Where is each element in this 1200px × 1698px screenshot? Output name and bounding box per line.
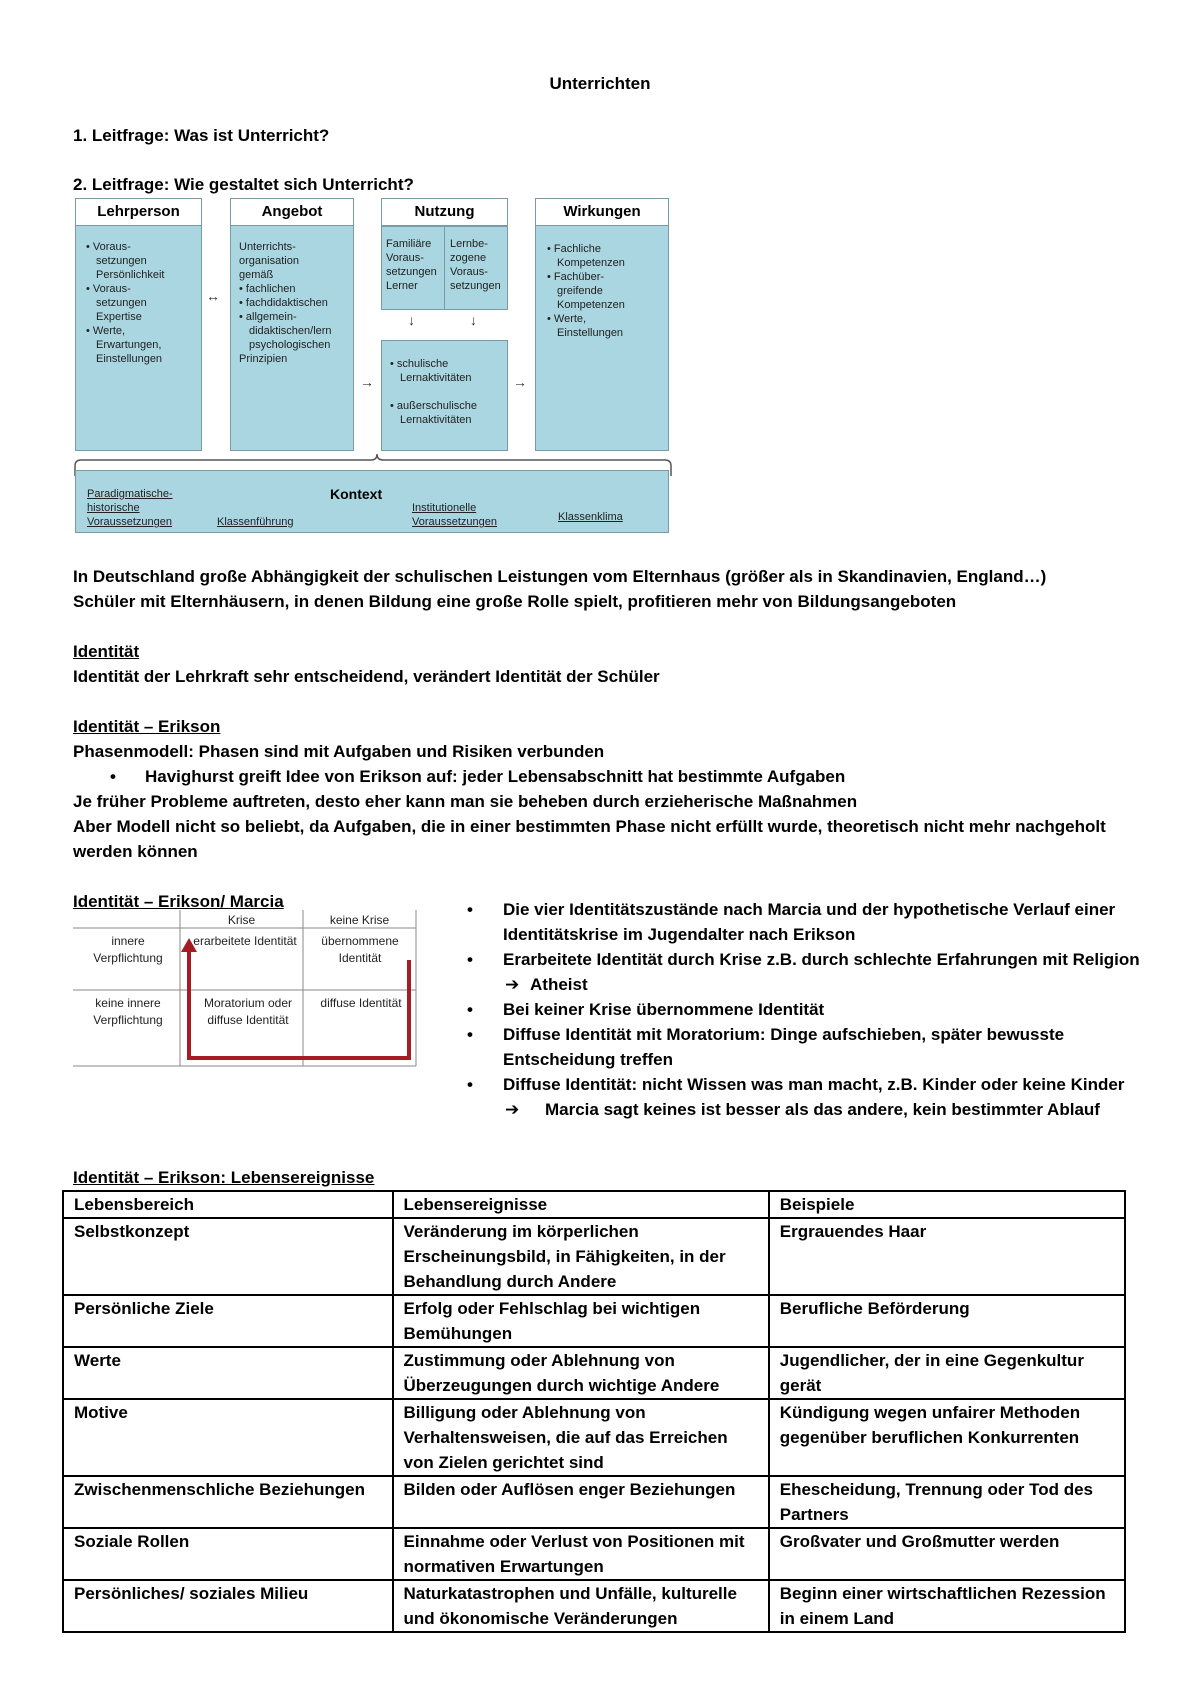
kontext-head: Kontext <box>330 486 383 502</box>
angebot-head: Angebot <box>230 198 354 226</box>
kontext-item-institutionell: Institutionelle Voraussetzungen <box>412 502 498 528</box>
cell-bereich: Werte <box>63 1347 393 1399</box>
marcia-bullet-5a: Diffuse Identität: nicht Wissen was man macht, z.B. Kinder oder keine Kinder <box>503 1075 1125 1094</box>
cell-ereignis: Erfolg oder Fehlschlag bei wichtigen Bemühungen <box>393 1295 769 1347</box>
cell-beispiel: Ergrauendes Haar <box>769 1218 1125 1295</box>
marcia-row-keine-innere: keine innere Verpflichtung <box>93 996 163 1027</box>
right-arrow-icon: ➔ <box>505 1100 520 1119</box>
marcia-bullet-1b: Identitätskrise im Jugendalter nach Erikson <box>503 925 856 944</box>
bullet-dot: • <box>110 767 116 786</box>
marcia-cell-moratorium: Moratorium oder diffuse Identität <box>203 996 293 1027</box>
cell-ereignis: Billigung oder Ablehnung von Verhaltensweisen, die auf das Erreichen von Zielen gerichtet sind <box>393 1399 769 1476</box>
lehrperson-head: Lehrperson <box>75 198 202 226</box>
erikson-line-3a: Aber Modell nicht so beliebt, da Aufgaben, die in einer bestimmten Phase nicht erfüllt wurde, theoretisch nicht mehr nachgeholt <box>73 817 1106 836</box>
cell-beispiel: Beginn einer wirtschaftlichen Rezession in einem Land <box>769 1580 1125 1632</box>
erikson-line-1: Phasenmodell: Phasen sind mit Aufgaben und Risiken verbunden <box>73 742 605 761</box>
wirkungen-text: • Fachliche Kompetenzen • Fachüber- greifende Kompetenzen • Werte, Einstellungen <box>547 243 625 339</box>
marcia-col-keine-krise: keine Krise <box>329 913 390 927</box>
heading-erikson: Identität – Erikson <box>73 717 221 736</box>
angebot-text: Unterrichts- organisation gemäß • fachlichen • fachdidaktischen • allgemein- didaktischen/lern psychologischen Prinzipien <box>239 241 332 365</box>
cell-bereich: Soziale Rollen <box>63 1528 393 1580</box>
table-row <box>63 1295 1125 1347</box>
paragraph-elternhaus: In Deutschland große Abhängigkeit der schulischen Leistungen vom Elternhaus (größer als in Skandinavien, England…) <box>73 567 1047 586</box>
question-1: 1. Leitfrage: Was ist Unterricht? <box>73 126 330 145</box>
right-arrow-icon: → <box>360 374 374 390</box>
table-header-row <box>63 1191 1125 1218</box>
heading-identitaet: Identität <box>73 642 140 661</box>
question-2: 2. Leitfrage: Wie gestaltet sich Unterricht? <box>73 175 414 194</box>
marcia-bullet-1a: Die vier Identitätszustände nach Marcia und der hypothetische Verlauf einer <box>503 900 1116 919</box>
marcia-bullet-4a: Diffuse Identität mit Moratorium: Dinge aufschieben, später bewusste <box>503 1025 1065 1044</box>
paragraph-bildung: Schüler mit Elternhäusern, in denen Bildung eine große Rolle spielt, profitieren mehr von Bildungsangeboten <box>73 592 957 611</box>
bullet-dot: • <box>467 1025 473 1044</box>
cell-ereignis: Einnahme oder Verlust von Positionen mit normativen Erwartungen <box>393 1528 769 1580</box>
cell-beispiel: Kündigung wegen unfairer Methoden gegenüber beruflichen Konkurrenten <box>769 1399 1125 1476</box>
bullet-dot: • <box>467 1000 473 1019</box>
heading-marcia: Identität – Erikson/ Marcia <box>73 892 284 911</box>
page-title: Unterrichten <box>549 74 651 93</box>
bullet-dot: • <box>467 1075 473 1094</box>
cell-bereich: Motive <box>63 1399 393 1476</box>
cell-bereich: Zwischenmenschliche Beziehungen <box>63 1476 393 1528</box>
cell-ereignis: Bilden oder Auflösen enger Beziehungen <box>393 1476 769 1528</box>
marcia-bullet-3: Bei keiner Krise übernommene Identität <box>503 1000 825 1019</box>
marcia-cell-uebernommen: übernommene Identität <box>321 934 399 965</box>
nutzung-bottom-text: • schulische Lernaktivitäten • außerschulische Lernaktivitäten <box>390 358 478 426</box>
marcia-row-innere: innere Verpflichtung <box>93 934 163 965</box>
table-row <box>63 1528 1125 1580</box>
marcia-bullet-4b: Entscheidung treffen <box>503 1050 674 1069</box>
events-table <box>62 1190 1126 1633</box>
header-lebensereignisse: Lebensereignisse <box>393 1191 769 1218</box>
table-row <box>63 1347 1125 1399</box>
cell-bereich: Persönliches/ soziales Milieu <box>63 1580 393 1632</box>
kontext-item-klassenfuehrung: Klassenführung <box>217 516 294 528</box>
cell-bereich: Selbstkonzept <box>63 1218 393 1295</box>
kontext-item-paradigm: Paradigmatische- historische Voraussetzungen <box>87 488 173 528</box>
cell-beispiel: Berufliche Beförderung <box>769 1295 1125 1347</box>
down-arrow-icon: ↓ <box>408 312 415 328</box>
erikson-bullet: Havighurst greift Idee von Erikson auf: jeder Lebensabschnitt hat bestimmte Aufgaben <box>145 767 846 786</box>
cell-beispiel: Ehescheidung, Trennung oder Tod des Partners <box>769 1476 1125 1528</box>
table-row <box>63 1580 1125 1632</box>
header-beispiele: Beispiele <box>769 1191 1125 1218</box>
erikson-line-2: Je früher Probleme auftreten, desto eher kann man sie beheben durch erzieherische Maßnahmen <box>73 792 858 811</box>
lehrperson-text: • Voraus- setzungen Persönlichkeit • Voraus- setzungen Expertise • Werte, Erwartungen, Einstellungen <box>86 241 165 365</box>
cell-beispiel: Großvater und Großmutter werden <box>769 1528 1125 1580</box>
table-row <box>63 1476 1125 1528</box>
bullet-dot: • <box>467 950 473 969</box>
cell-beispiel: Jugendlicher, der in eine Gegenkultur gerät <box>769 1347 1125 1399</box>
erikson-line-3b: werden können <box>73 842 198 861</box>
marcia-bullet-2a: Erarbeitete Identität durch Krise z.B. durch schlechte Erfahrungen mit Religion <box>503 950 1140 969</box>
nutzung-head: Nutzung <box>381 198 508 226</box>
cell-ereignis: Veränderung im körperlichen Erscheinungsbild, in Fähigkeiten, in der Behandlung durch Andere <box>393 1218 769 1295</box>
marcia-cell-diffus: diffuse Identität <box>320 996 402 1010</box>
cell-bereich: Persönliche Ziele <box>63 1295 393 1347</box>
cell-ereignis: Zustimmung oder Ablehnung von Überzeugungen durch wichtige Andere <box>393 1347 769 1399</box>
cell-ereignis: Naturkatastrophen und Unfälle, kulturelle und ökonomische Veränderungen <box>393 1580 769 1632</box>
table-row <box>63 1218 1125 1295</box>
down-arrow-icon: ↓ <box>470 312 477 328</box>
table-row <box>63 1399 1125 1476</box>
bullet-dot: • <box>467 900 473 919</box>
right-arrow-icon: → <box>513 374 527 390</box>
marcia-bullet-5b: Marcia sagt keines ist besser als das andere, kein bestimmter Ablauf <box>545 1100 1100 1119</box>
identitaet-text: Identität der Lehrkraft sehr entscheidend, verändert Identität der Schüler <box>73 667 660 686</box>
kontext-item-klassenklima: Klassenklima <box>558 511 623 523</box>
nutzung-left-text: Familiäre Voraus- setzungen Lerner <box>386 238 437 292</box>
header-lebensbereich: Lebensbereich <box>63 1191 393 1218</box>
right-arrow-icon: ➔ <box>505 975 520 994</box>
nutzung-right-text: Lernbe- zogene Voraus- setzungen <box>450 238 501 292</box>
marcia-bullet-2b: Atheist <box>530 975 588 994</box>
heading-lebensereignisse: Identität – Erikson: Lebensereignisse <box>73 1168 375 1187</box>
wirkungen-head: Wirkungen <box>535 198 669 226</box>
marcia-col-krise: Krise <box>227 913 256 927</box>
double-arrow-icon: ↔ <box>206 288 220 304</box>
marcia-cell-erarbeitet: erarbeitete Identität <box>193 934 297 948</box>
